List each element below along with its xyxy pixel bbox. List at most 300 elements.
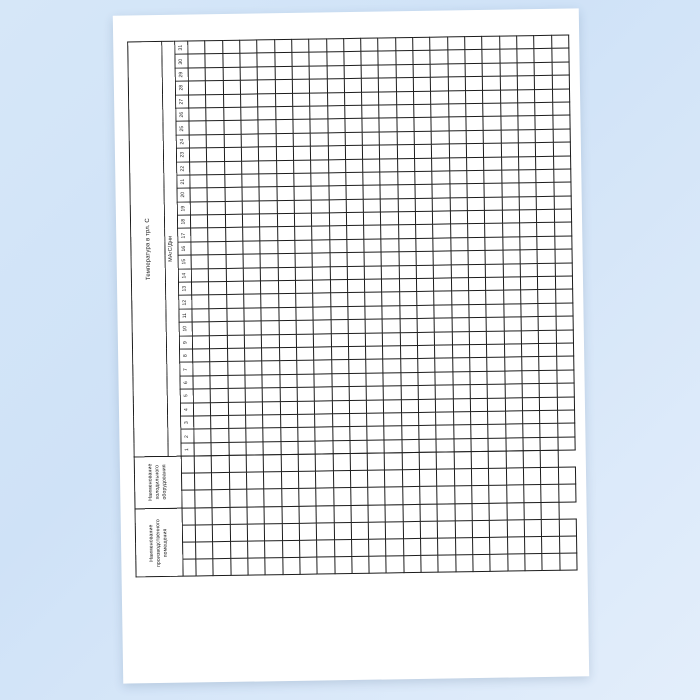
grid-cell[interactable] (311, 200, 329, 214)
grid-cell[interactable] (279, 347, 297, 361)
grid-cell[interactable] (448, 63, 466, 77)
grid-cell[interactable] (364, 239, 382, 253)
grid-cell[interactable] (420, 487, 438, 504)
grid-cell[interactable] (503, 290, 521, 304)
grid-cell[interactable] (331, 347, 349, 361)
grid-cell[interactable] (404, 556, 422, 573)
grid-cell[interactable] (194, 416, 212, 430)
grid-cell[interactable] (524, 537, 542, 554)
grid-cell[interactable] (438, 521, 456, 538)
grid-cell[interactable] (189, 94, 207, 108)
grid-cell[interactable] (365, 306, 383, 320)
grid-cell[interactable] (420, 504, 438, 521)
grid-cell[interactable] (189, 134, 207, 148)
grid-cell[interactable] (398, 225, 416, 239)
grid-cell[interactable] (379, 105, 397, 119)
grid-cell[interactable] (507, 502, 525, 519)
grid-cell[interactable] (224, 161, 242, 175)
grid-cell[interactable] (385, 504, 403, 521)
grid-cell[interactable] (449, 144, 467, 158)
grid-cell[interactable] (189, 148, 207, 162)
grid-cell[interactable] (279, 334, 297, 348)
grid-cell[interactable] (435, 345, 453, 359)
grid-cell[interactable] (363, 185, 381, 199)
grid-cell[interactable] (453, 371, 471, 385)
grid-cell[interactable] (351, 539, 369, 556)
grid-cell[interactable] (414, 144, 432, 158)
grid-cell[interactable] (385, 453, 403, 470)
grid-cell[interactable] (465, 90, 483, 104)
grid-cell[interactable] (229, 442, 247, 456)
grid-cell[interactable] (313, 333, 331, 347)
grid-cell[interactable] (276, 173, 294, 187)
grid-cell[interactable] (383, 346, 401, 360)
grid-cell[interactable] (490, 554, 508, 571)
grid-cell[interactable] (259, 187, 277, 201)
grid-cell[interactable] (261, 281, 279, 295)
grid-cell[interactable] (435, 372, 453, 386)
grid-cell[interactable] (520, 263, 538, 277)
grid-cell[interactable] (465, 77, 483, 91)
grid-cell[interactable] (296, 294, 314, 308)
grid-cell[interactable] (366, 346, 384, 360)
grid-cell[interactable] (539, 357, 557, 371)
grid-cell[interactable] (262, 374, 280, 388)
grid-cell[interactable] (278, 254, 296, 268)
grid-cell[interactable] (210, 389, 228, 403)
grid-cell[interactable] (212, 507, 230, 524)
grid-cell[interactable] (243, 281, 261, 295)
grid-cell[interactable] (523, 437, 541, 451)
grid-cell[interactable] (361, 78, 379, 92)
grid-cell[interactable] (539, 383, 557, 397)
grid-cell[interactable] (183, 559, 196, 576)
grid-cell[interactable] (191, 228, 209, 242)
grid-cell[interactable] (280, 414, 298, 428)
grid-cell[interactable] (454, 438, 472, 452)
grid-cell[interactable] (542, 553, 560, 570)
grid-cell[interactable] (453, 412, 471, 426)
grid-cell[interactable] (265, 523, 283, 540)
grid-cell[interactable] (188, 68, 206, 82)
grid-cell[interactable] (535, 116, 553, 130)
grid-cell[interactable] (450, 211, 468, 225)
grid-cell[interactable] (379, 65, 397, 79)
grid-cell[interactable] (382, 279, 400, 293)
grid-cell[interactable] (192, 309, 210, 323)
grid-cell[interactable] (402, 453, 420, 470)
grid-cell[interactable] (363, 172, 381, 186)
grid-cell[interactable] (535, 129, 553, 143)
grid-cell[interactable] (415, 158, 433, 172)
grid-cell[interactable] (315, 414, 333, 428)
grid-cell[interactable] (386, 556, 404, 573)
grid-cell[interactable] (452, 304, 470, 318)
grid-cell[interactable] (500, 89, 518, 103)
grid-cell[interactable] (413, 77, 431, 91)
grid-cell[interactable] (432, 144, 450, 158)
grid-cell[interactable] (309, 66, 327, 80)
grid-cell[interactable] (348, 346, 366, 360)
grid-cell[interactable] (244, 334, 262, 348)
grid-cell[interactable] (332, 440, 350, 454)
grid-cell[interactable] (292, 53, 310, 67)
grid-cell[interactable] (329, 213, 347, 227)
grid-cell[interactable] (447, 37, 465, 51)
grid-cell[interactable] (346, 212, 364, 226)
grid-cell[interactable] (501, 130, 519, 144)
grid-cell[interactable] (183, 542, 196, 559)
grid-cell[interactable] (277, 213, 295, 227)
grid-cell[interactable] (210, 362, 228, 376)
grid-cell[interactable] (329, 199, 347, 213)
grid-cell[interactable] (434, 278, 452, 292)
grid-cell[interactable] (555, 303, 573, 317)
grid-cell[interactable] (466, 103, 484, 117)
grid-cell[interactable] (223, 67, 241, 81)
grid-cell[interactable] (538, 303, 556, 317)
grid-cell[interactable] (346, 172, 364, 186)
grid-cell[interactable] (557, 423, 575, 437)
grid-cell[interactable] (555, 263, 573, 277)
grid-cell[interactable] (451, 251, 469, 265)
grid-cell[interactable] (396, 78, 414, 92)
grid-cell[interactable] (242, 160, 260, 174)
grid-cell[interactable] (399, 238, 417, 252)
grid-cell[interactable] (419, 426, 437, 440)
grid-cell[interactable] (247, 524, 265, 541)
grid-cell[interactable] (418, 385, 436, 399)
grid-cell[interactable] (537, 236, 555, 250)
grid-cell[interactable] (275, 93, 293, 107)
grid-cell[interactable] (482, 63, 500, 77)
grid-cell[interactable] (415, 198, 433, 212)
grid-cell[interactable] (240, 53, 258, 67)
grid-cell[interactable] (469, 344, 487, 358)
grid-cell[interactable] (400, 305, 418, 319)
grid-cell[interactable] (299, 523, 317, 540)
grid-cell[interactable] (364, 266, 382, 280)
grid-cell[interactable] (314, 374, 332, 388)
grid-cell[interactable] (518, 129, 536, 143)
grid-cell[interactable] (329, 226, 347, 240)
grid-cell[interactable] (382, 265, 400, 279)
grid-cell[interactable] (449, 157, 467, 171)
grid-cell[interactable] (521, 344, 539, 358)
grid-cell[interactable] (247, 541, 265, 558)
grid-cell[interactable] (258, 80, 276, 94)
grid-cell[interactable] (552, 62, 570, 76)
grid-cell[interactable] (343, 38, 361, 52)
grid-cell[interactable] (540, 437, 558, 451)
grid-cell[interactable] (193, 389, 211, 403)
grid-cell[interactable] (399, 278, 417, 292)
grid-cell[interactable] (467, 210, 485, 224)
grid-cell[interactable] (313, 320, 331, 334)
grid-cell[interactable] (227, 348, 245, 362)
grid-cell[interactable] (417, 332, 435, 346)
grid-cell[interactable] (349, 400, 367, 414)
grid-cell[interactable] (471, 451, 489, 468)
grid-cell[interactable] (213, 541, 231, 558)
grid-cell[interactable] (275, 80, 293, 94)
grid-cell[interactable] (188, 54, 206, 68)
grid-cell[interactable] (261, 294, 279, 308)
grid-cell[interactable] (438, 555, 456, 572)
grid-cell[interactable] (331, 320, 349, 334)
grid-cell[interactable] (437, 504, 455, 521)
grid-cell[interactable] (524, 519, 542, 536)
grid-cell[interactable] (402, 487, 420, 504)
grid-cell[interactable] (455, 538, 473, 555)
grid-cell[interactable] (192, 335, 210, 349)
grid-cell[interactable] (396, 51, 414, 65)
grid-cell[interactable] (487, 384, 505, 398)
grid-cell[interactable] (551, 35, 569, 49)
grid-cell[interactable] (450, 197, 468, 211)
grid-cell[interactable] (334, 557, 352, 574)
grid-cell[interactable] (419, 439, 437, 453)
grid-cell[interactable] (520, 250, 538, 264)
grid-cell[interactable] (559, 553, 577, 570)
grid-cell[interactable] (332, 413, 350, 427)
grid-cell[interactable] (488, 424, 506, 438)
grid-cell[interactable] (226, 281, 244, 295)
grid-cell[interactable] (361, 51, 379, 65)
grid-cell[interactable] (328, 159, 346, 173)
grid-cell[interactable] (470, 398, 488, 412)
grid-cell[interactable] (240, 93, 258, 107)
grid-cell[interactable] (381, 212, 399, 226)
grid-cell[interactable] (490, 537, 508, 554)
grid-cell[interactable] (368, 470, 386, 487)
grid-cell[interactable] (470, 385, 488, 399)
grid-cell[interactable] (225, 228, 243, 242)
grid-cell[interactable] (450, 184, 468, 198)
grid-cell[interactable] (553, 156, 571, 170)
grid-cell[interactable] (401, 372, 419, 386)
grid-cell[interactable] (551, 48, 569, 62)
grid-cell[interactable] (213, 524, 231, 541)
grid-cell[interactable] (294, 227, 312, 241)
grid-cell[interactable] (280, 388, 298, 402)
grid-cell[interactable] (386, 522, 404, 539)
grid-cell[interactable] (330, 293, 348, 307)
grid-cell[interactable] (455, 503, 473, 520)
grid-cell[interactable] (277, 227, 295, 241)
grid-cell[interactable] (328, 172, 346, 186)
grid-cell[interactable] (275, 66, 293, 80)
grid-cell[interactable] (489, 468, 507, 485)
grid-cell[interactable] (468, 237, 486, 251)
grid-cell[interactable] (541, 485, 559, 502)
grid-cell[interactable] (326, 52, 344, 66)
grid-cell[interactable] (483, 130, 501, 144)
grid-cell[interactable] (345, 145, 363, 159)
grid-cell[interactable] (277, 200, 295, 214)
grid-cell[interactable] (282, 506, 300, 523)
grid-cell[interactable] (277, 187, 295, 201)
grid-cell[interactable] (556, 330, 574, 344)
grid-cell[interactable] (278, 294, 296, 308)
grid-cell[interactable] (451, 264, 469, 278)
grid-cell[interactable] (487, 331, 505, 345)
grid-cell[interactable] (395, 37, 413, 51)
grid-cell[interactable] (504, 357, 522, 371)
grid-cell[interactable] (278, 267, 296, 281)
grid-cell[interactable] (468, 264, 486, 278)
grid-cell[interactable] (362, 92, 380, 106)
grid-cell[interactable] (294, 213, 312, 227)
grid-cell[interactable] (293, 106, 311, 120)
grid-cell[interactable] (208, 215, 226, 229)
grid-cell[interactable] (299, 540, 317, 557)
grid-cell[interactable] (505, 397, 523, 411)
grid-cell[interactable] (397, 131, 415, 145)
grid-cell[interactable] (315, 454, 333, 471)
grid-cell[interactable] (228, 388, 246, 402)
grid-cell[interactable] (434, 291, 452, 305)
grid-cell[interactable] (334, 540, 352, 557)
grid-cell[interactable] (263, 415, 281, 429)
grid-cell[interactable] (378, 38, 396, 52)
grid-cell[interactable] (466, 130, 484, 144)
grid-cell[interactable] (309, 52, 327, 66)
grid-cell[interactable] (223, 80, 241, 94)
grid-cell[interactable] (468, 251, 486, 265)
grid-cell[interactable] (260, 227, 278, 241)
grid-cell[interactable] (194, 473, 212, 490)
grid-cell[interactable] (276, 133, 294, 147)
grid-cell[interactable] (553, 169, 571, 183)
grid-cell[interactable] (188, 81, 206, 95)
grid-cell[interactable] (297, 360, 315, 374)
grid-cell[interactable] (225, 214, 243, 228)
grid-cell[interactable] (313, 307, 331, 321)
grid-cell[interactable] (415, 184, 433, 198)
grid-cell[interactable] (312, 213, 330, 227)
grid-cell[interactable] (263, 428, 281, 442)
grid-cell[interactable] (502, 237, 520, 251)
grid-cell[interactable] (536, 169, 554, 183)
grid-cell[interactable] (467, 157, 485, 171)
grid-cell[interactable] (295, 240, 313, 254)
grid-cell[interactable] (206, 121, 224, 135)
grid-cell[interactable] (295, 267, 313, 281)
grid-cell[interactable] (245, 375, 263, 389)
grid-cell[interactable] (413, 51, 431, 65)
grid-cell[interactable] (207, 188, 225, 202)
grid-cell[interactable] (191, 242, 209, 256)
grid-cell[interactable] (523, 424, 541, 438)
grid-cell[interactable] (416, 251, 434, 265)
grid-cell[interactable] (467, 170, 485, 184)
grid-cell[interactable] (384, 426, 402, 440)
grid-cell[interactable] (431, 104, 449, 118)
grid-cell[interactable] (436, 412, 454, 426)
grid-cell[interactable] (417, 278, 435, 292)
grid-cell[interactable] (521, 290, 539, 304)
grid-cell[interactable] (397, 145, 415, 159)
grid-cell[interactable] (349, 386, 367, 400)
grid-cell[interactable] (366, 359, 384, 373)
grid-cell[interactable] (362, 132, 380, 146)
grid-cell[interactable] (317, 540, 335, 557)
grid-cell[interactable] (485, 224, 503, 238)
grid-cell[interactable] (380, 185, 398, 199)
grid-cell[interactable] (419, 452, 437, 469)
grid-cell[interactable] (296, 307, 314, 321)
grid-cell[interactable] (281, 454, 299, 471)
grid-cell[interactable] (297, 401, 315, 415)
grid-cell[interactable] (230, 524, 248, 541)
grid-cell[interactable] (262, 334, 280, 348)
grid-cell[interactable] (363, 159, 381, 173)
grid-cell[interactable] (369, 556, 387, 573)
grid-cell[interactable] (400, 345, 418, 359)
grid-cell[interactable] (292, 66, 310, 80)
grid-cell[interactable] (257, 40, 275, 54)
grid-cell[interactable] (421, 538, 439, 555)
grid-cell[interactable] (245, 388, 263, 402)
grid-cell[interactable] (259, 200, 277, 214)
grid-cell[interactable] (518, 156, 536, 170)
grid-cell[interactable] (524, 502, 542, 519)
grid-cell[interactable] (226, 254, 244, 268)
grid-cell[interactable] (539, 343, 557, 357)
grid-cell[interactable] (243, 268, 261, 282)
grid-cell[interactable] (519, 183, 537, 197)
grid-cell[interactable] (525, 554, 543, 571)
grid-cell[interactable] (521, 317, 539, 331)
grid-cell[interactable] (537, 263, 555, 277)
grid-cell[interactable] (224, 147, 242, 161)
grid-cell[interactable] (241, 134, 259, 148)
grid-cell[interactable] (500, 63, 518, 77)
grid-cell[interactable] (418, 372, 436, 386)
grid-cell[interactable] (365, 279, 383, 293)
grid-cell[interactable] (507, 554, 525, 571)
grid-cell[interactable] (403, 504, 421, 521)
grid-cell[interactable] (436, 398, 454, 412)
grid-cell[interactable] (208, 201, 226, 215)
grid-cell[interactable] (292, 79, 310, 93)
grid-cell[interactable] (507, 537, 525, 554)
grid-cell[interactable] (536, 196, 554, 210)
grid-cell[interactable] (482, 36, 500, 50)
grid-cell[interactable] (518, 143, 536, 157)
grid-cell[interactable] (466, 117, 484, 131)
grid-cell[interactable] (275, 106, 293, 120)
grid-cell[interactable] (211, 429, 229, 443)
grid-cell[interactable] (206, 134, 224, 148)
grid-cell[interactable] (484, 197, 502, 211)
grid-cell[interactable] (311, 159, 329, 173)
grid-cell[interactable] (554, 209, 572, 223)
grid-cell[interactable] (209, 295, 227, 309)
grid-cell[interactable] (541, 502, 559, 519)
grid-cell[interactable] (396, 64, 414, 78)
grid-cell[interactable] (189, 121, 207, 135)
grid-cell[interactable] (192, 322, 210, 336)
grid-cell[interactable] (380, 172, 398, 186)
grid-cell[interactable] (471, 425, 489, 439)
grid-cell[interactable] (229, 472, 247, 489)
grid-cell[interactable] (230, 507, 248, 524)
grid-cell[interactable] (298, 427, 316, 441)
grid-cell[interactable] (362, 145, 380, 159)
grid-cell[interactable] (281, 489, 299, 506)
